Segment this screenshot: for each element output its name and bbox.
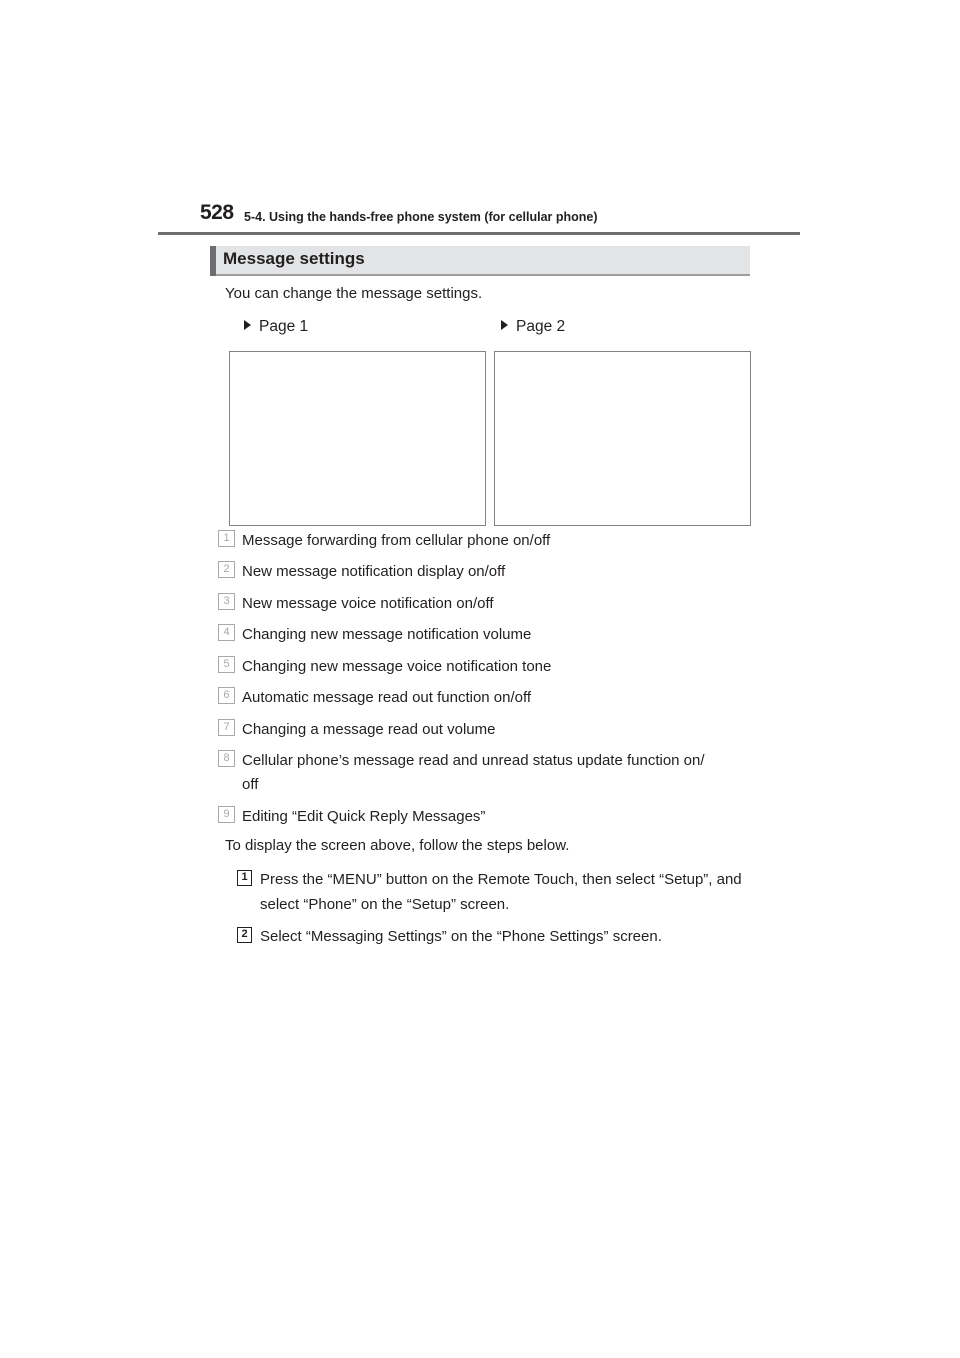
tab-page-2: [501, 318, 565, 336]
item-text: Changing new message voice notification tone: [242, 658, 552, 675]
section-path: 5-4. Using the hands-free phone system (for cellular phone): [244, 210, 598, 224]
item-text: Editing “Edit Quick Reply Messages”: [242, 808, 486, 825]
step-text: Select “Messaging Settings” on the “Phone Settings” screen.: [260, 928, 662, 945]
triangle-right-icon: [244, 320, 251, 330]
section-intro: You can change the message settings.: [225, 285, 483, 302]
screen-image-page-1: [229, 351, 486, 526]
item-text: Automatic message read out function on/off: [242, 689, 532, 706]
item-number-badge: 8: [218, 750, 235, 767]
tab-page-1: [244, 318, 308, 336]
step-number-badge: 1: [237, 870, 252, 886]
item-text: New message voice notification on/off: [242, 595, 494, 612]
section-heading-bar: [210, 246, 750, 276]
item-text: Message forwarding from cellular phone on/off: [242, 532, 551, 549]
page-number: 528: [200, 201, 234, 224]
step-text: Press the “MENU” button on the Remote Touch, then select “Setup”, and select “Phone” on the “Setup” screen.: [260, 871, 742, 913]
item-text: Cellular phone’s message read and unread status update function on/: [242, 752, 705, 769]
item-number-badge: 2: [218, 561, 235, 578]
item-text: Changing a message read out volume: [242, 721, 496, 738]
item-number-badge: 6: [218, 687, 235, 704]
item-number-badge: 9: [218, 806, 235, 823]
item-number-badge: 5: [218, 656, 235, 673]
step-number-badge: 2: [237, 927, 252, 943]
triangle-right-icon: [501, 320, 508, 330]
item-number-badge: 3: [218, 593, 235, 610]
steps-intro: To display the screen above, follow the steps below.: [225, 837, 570, 854]
item-text: Changing new message notification volume: [242, 626, 532, 643]
item-number-badge: 7: [218, 719, 235, 736]
item-text-continued: off: [242, 776, 259, 793]
section-bar-accent: [210, 246, 216, 276]
item-number-badge: 4: [218, 624, 235, 641]
header-rule: [158, 232, 800, 235]
tab-label: Page 2: [516, 318, 566, 335]
screen-image-page-2: [494, 351, 751, 526]
item-number-badge: 1: [218, 530, 235, 547]
item-text: New message notification display on/off: [242, 563, 506, 580]
tab-label: Page 1: [259, 318, 309, 335]
section-title: Message settings: [223, 249, 365, 268]
page-header: [200, 201, 800, 231]
